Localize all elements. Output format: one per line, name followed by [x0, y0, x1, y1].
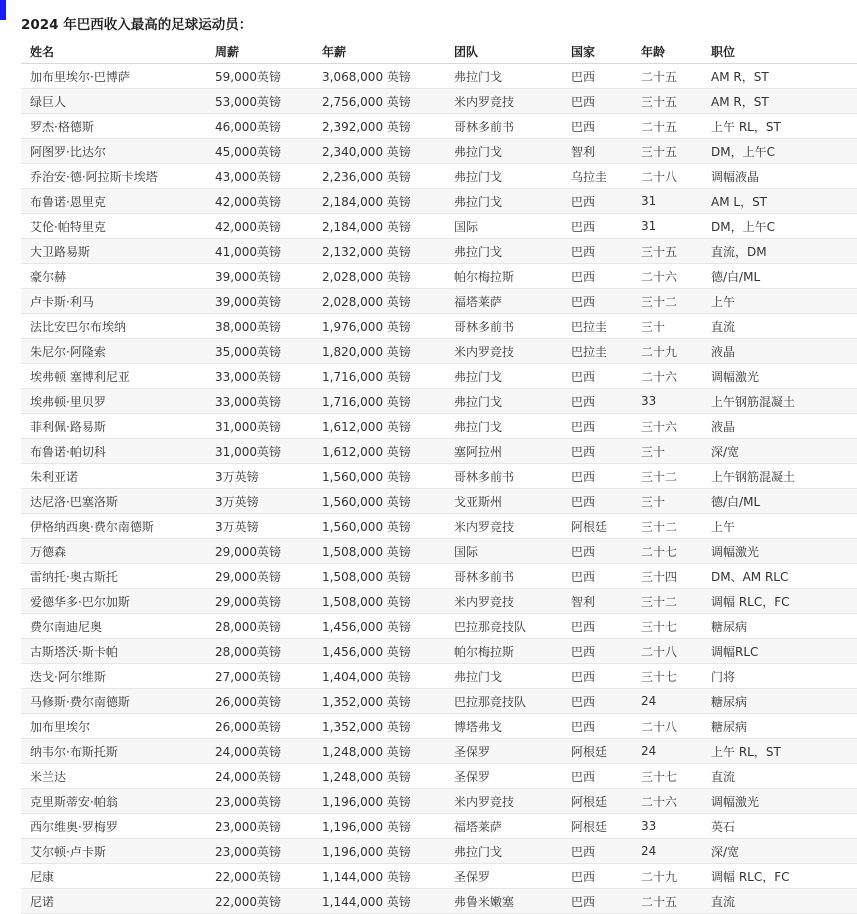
cell-age: 三十二 — [632, 589, 702, 614]
cell-position: 上午 — [702, 514, 857, 539]
cell-weekly-wage: 29,000英镑 — [206, 539, 313, 564]
table-row — [21, 139, 857, 164]
cell-country: 巴西 — [562, 864, 632, 889]
cell-position: 德/白/ML — [702, 489, 857, 514]
table-row — [21, 214, 857, 239]
cell-country: 巴西 — [562, 239, 632, 264]
column-header-team: 团队 — [445, 39, 562, 64]
cell-age: 三十 — [632, 314, 702, 339]
cell-name: 古斯塔沃·斯卡帕 — [21, 639, 206, 664]
cell-name: 法比安巴尔布埃纳 — [21, 314, 206, 339]
cell-team: 戈亚斯州 — [445, 489, 562, 514]
table-row — [21, 664, 857, 689]
cell-name: 米兰达 — [21, 764, 206, 789]
column-header-country: 国家 — [562, 39, 632, 64]
table-row — [21, 839, 857, 864]
cell-annual-salary: 1,508,000 英镑 — [313, 564, 445, 589]
cell-annual-salary: 1,144,000 英镑 — [313, 864, 445, 889]
cell-name: 费尔南迪尼奥 — [21, 614, 206, 639]
cell-team: 弗拉门戈 — [445, 239, 562, 264]
cell-team: 圣保罗 — [445, 764, 562, 789]
cell-annual-salary: 1,352,000 英镑 — [313, 689, 445, 714]
cell-annual-salary: 1,456,000 英镑 — [313, 614, 445, 639]
cell-team: 米内罗竞技 — [445, 514, 562, 539]
table-row — [21, 64, 857, 89]
cell-team: 博塔弗戈 — [445, 714, 562, 739]
cell-name: 乔治安·德·阿拉斯卡埃塔 — [21, 164, 206, 189]
cell-annual-salary: 2,028,000 英镑 — [313, 289, 445, 314]
column-header-annual-salary: 年薪 — [313, 39, 445, 64]
table-row — [21, 89, 857, 114]
cell-weekly-wage: 26,000英镑 — [206, 714, 313, 739]
cell-annual-salary: 2,236,000 英镑 — [313, 164, 445, 189]
cell-country: 巴西 — [562, 414, 632, 439]
cell-weekly-wage: 45,000英镑 — [206, 139, 313, 164]
cell-position: DM、AM RLC — [702, 564, 857, 589]
cell-annual-salary: 1,508,000 英镑 — [313, 539, 445, 564]
table-row — [21, 639, 857, 664]
cell-country: 智利 — [562, 139, 632, 164]
cell-position: 德/白/ML — [702, 264, 857, 289]
cell-position: AM R，ST — [702, 64, 857, 89]
cell-weekly-wage: 24,000英镑 — [206, 739, 313, 764]
cell-name: 达尼洛·巴塞洛斯 — [21, 489, 206, 514]
cell-weekly-wage: 33,000英镑 — [206, 364, 313, 389]
cell-weekly-wage: 41,000英镑 — [206, 239, 313, 264]
cell-weekly-wage: 31,000英镑 — [206, 439, 313, 464]
cell-weekly-wage: 43,000英镑 — [206, 164, 313, 189]
cell-country: 巴西 — [562, 639, 632, 664]
cell-age: 二十六 — [632, 264, 702, 289]
cell-position: 深/宽 — [702, 839, 857, 864]
cell-country: 巴西 — [562, 364, 632, 389]
cell-country: 巴西 — [562, 389, 632, 414]
salary-table — [21, 39, 857, 914]
cell-country: 巴西 — [562, 539, 632, 564]
cell-weekly-wage: 29,000英镑 — [206, 589, 313, 614]
table-row — [21, 314, 857, 339]
column-header-name: 姓名 — [21, 39, 206, 64]
cell-weekly-wage: 29,000英镑 — [206, 564, 313, 589]
cell-age: 33 — [632, 814, 702, 839]
cell-team: 巴拉那竞技队 — [445, 689, 562, 714]
cell-team: 哥林多前书 — [445, 314, 562, 339]
cell-position: 上午 — [702, 289, 857, 314]
cell-position: 直流 — [702, 889, 857, 914]
cell-name: 菲利佩·路易斯 — [21, 414, 206, 439]
cell-team: 国际 — [445, 539, 562, 564]
cell-position: 直流，DM — [702, 239, 857, 264]
cell-position: 上午 RL，ST — [702, 114, 857, 139]
cell-name: 加布里埃尔·巴博萨 — [21, 64, 206, 89]
cell-country: 阿根廷 — [562, 514, 632, 539]
table-row — [21, 589, 857, 614]
cell-position: AM L，ST — [702, 189, 857, 214]
cell-position: 调幅液晶 — [702, 164, 857, 189]
cell-age: 三十七 — [632, 664, 702, 689]
cell-age: 二十五 — [632, 114, 702, 139]
cell-country: 阿根廷 — [562, 814, 632, 839]
table-row — [21, 714, 857, 739]
table-row — [21, 864, 857, 889]
column-header-weekly-wage: 周薪 — [206, 39, 313, 64]
table-row — [21, 489, 857, 514]
cell-position: 调幅RLC — [702, 639, 857, 664]
cell-country: 智利 — [562, 589, 632, 614]
table-header — [21, 39, 857, 64]
cell-position: 调幅 RLC，FC — [702, 864, 857, 889]
cell-country: 乌拉圭 — [562, 164, 632, 189]
cell-annual-salary: 2,132,000 英镑 — [313, 239, 445, 264]
cell-age: 二十七 — [632, 539, 702, 564]
cell-weekly-wage: 3万英镑 — [206, 464, 313, 489]
cell-name: 尼康 — [21, 864, 206, 889]
table-row — [21, 689, 857, 714]
table-row — [21, 814, 857, 839]
cell-position: 调幅激光 — [702, 539, 857, 564]
table-row — [21, 189, 857, 214]
cell-weekly-wage: 26,000英镑 — [206, 689, 313, 714]
cell-country: 巴西 — [562, 614, 632, 639]
cell-team: 哥林多前书 — [445, 114, 562, 139]
cell-country: 巴西 — [562, 564, 632, 589]
cell-annual-salary: 1,456,000 英镑 — [313, 639, 445, 664]
cell-annual-salary: 2,392,000 英镑 — [313, 114, 445, 139]
cell-annual-salary: 1,560,000 英镑 — [313, 464, 445, 489]
cell-team: 弗拉门戈 — [445, 189, 562, 214]
cell-team: 弗鲁米嫩塞 — [445, 889, 562, 914]
cell-age: 二十六 — [632, 364, 702, 389]
cell-position: 糖尿病 — [702, 714, 857, 739]
cell-annual-salary: 1,352,000 英镑 — [313, 714, 445, 739]
cell-age: 三十 — [632, 489, 702, 514]
table-row — [21, 114, 857, 139]
cell-weekly-wage: 24,000英镑 — [206, 764, 313, 789]
cell-weekly-wage: 38,000英镑 — [206, 314, 313, 339]
cell-team: 巴拉那竞技队 — [445, 614, 562, 639]
cell-team: 弗拉门戈 — [445, 364, 562, 389]
table-row — [21, 364, 857, 389]
cell-annual-salary: 2,756,000 英镑 — [313, 89, 445, 114]
cell-weekly-wage: 27,000英镑 — [206, 664, 313, 689]
cell-team: 圣保罗 — [445, 739, 562, 764]
cell-annual-salary: 1,248,000 英镑 — [313, 739, 445, 764]
cell-annual-salary: 2,340,000 英镑 — [313, 139, 445, 164]
cell-age: 二十六 — [632, 789, 702, 814]
cell-name: 卢卡斯·利马 — [21, 289, 206, 314]
cell-team: 哥林多前书 — [445, 464, 562, 489]
cell-weekly-wage: 3万英镑 — [206, 489, 313, 514]
cell-country: 巴拉圭 — [562, 314, 632, 339]
cell-name: 克里斯蒂安·帕翁 — [21, 789, 206, 814]
cell-annual-salary: 1,976,000 英镑 — [313, 314, 445, 339]
cell-annual-salary: 1,560,000 英镑 — [313, 514, 445, 539]
table-row — [21, 339, 857, 364]
cell-annual-salary: 1,196,000 英镑 — [313, 789, 445, 814]
table-row — [21, 739, 857, 764]
table-row — [21, 239, 857, 264]
cell-annual-salary: 1,196,000 英镑 — [313, 814, 445, 839]
table-row — [21, 264, 857, 289]
cell-position: AM R，ST — [702, 89, 857, 114]
cell-position: DM，上午C — [702, 139, 857, 164]
cell-team: 弗拉门戈 — [445, 389, 562, 414]
table-row — [21, 764, 857, 789]
cell-name: 朱尼尔·阿隆索 — [21, 339, 206, 364]
cell-country: 巴西 — [562, 839, 632, 864]
cell-weekly-wage: 23,000英镑 — [206, 839, 313, 864]
cell-age: 31 — [632, 189, 702, 214]
cell-annual-salary: 2,184,000 英镑 — [313, 189, 445, 214]
cell-position: 液晶 — [702, 414, 857, 439]
cell-age: 二十八 — [632, 164, 702, 189]
cell-name: 阿图罗·比达尔 — [21, 139, 206, 164]
cell-team: 福塔莱萨 — [445, 289, 562, 314]
cell-country: 巴西 — [562, 464, 632, 489]
cell-name: 朱利亚诺 — [21, 464, 206, 489]
cell-weekly-wage: 23,000英镑 — [206, 789, 313, 814]
cell-age: 24 — [632, 739, 702, 764]
cell-weekly-wage: 59,000英镑 — [206, 64, 313, 89]
cell-age: 三十六 — [632, 414, 702, 439]
cell-age: 三十七 — [632, 614, 702, 639]
cell-age: 三十五 — [632, 139, 702, 164]
cell-annual-salary: 1,196,000 英镑 — [313, 839, 445, 864]
cell-country: 巴西 — [562, 289, 632, 314]
cell-name: 艾尔顿·卢卡斯 — [21, 839, 206, 864]
cell-team: 米内罗竞技 — [445, 339, 562, 364]
cell-annual-salary: 1,820,000 英镑 — [313, 339, 445, 364]
cell-country: 巴西 — [562, 664, 632, 689]
cell-position: 调幅 RLC，FC — [702, 589, 857, 614]
cell-position: 深/宽 — [702, 439, 857, 464]
cell-name: 埃弗顿 塞博利尼亚 — [21, 364, 206, 389]
cell-country: 巴西 — [562, 889, 632, 914]
cell-age: 二十八 — [632, 714, 702, 739]
cell-country: 巴西 — [562, 439, 632, 464]
table-row — [21, 289, 857, 314]
cell-team: 弗拉门戈 — [445, 664, 562, 689]
cell-position: 直流 — [702, 764, 857, 789]
cell-name: 西尔维奥·罗梅罗 — [21, 814, 206, 839]
table-row — [21, 439, 857, 464]
cell-country: 阿根廷 — [562, 789, 632, 814]
column-header-age: 年龄 — [632, 39, 702, 64]
cell-weekly-wage: 39,000英镑 — [206, 289, 313, 314]
cell-age: 三十七 — [632, 764, 702, 789]
cell-annual-salary: 1,404,000 英镑 — [313, 664, 445, 689]
cell-age: 二十九 — [632, 339, 702, 364]
cell-weekly-wage: 22,000英镑 — [206, 889, 313, 914]
table-row — [21, 464, 857, 489]
cell-team: 弗拉门戈 — [445, 164, 562, 189]
cell-annual-salary: 1,144,000 英镑 — [313, 889, 445, 914]
table-row — [21, 514, 857, 539]
table-row — [21, 164, 857, 189]
cell-annual-salary: 1,560,000 英镑 — [313, 489, 445, 514]
cell-age: 24 — [632, 689, 702, 714]
cell-name: 尼诺 — [21, 889, 206, 914]
cell-position: 上午钢筋混凝土 — [702, 464, 857, 489]
cell-team: 帕尔梅拉斯 — [445, 639, 562, 664]
cell-name: 豪尔赫 — [21, 264, 206, 289]
cell-weekly-wage: 28,000英镑 — [206, 639, 313, 664]
cell-position: DM，上午C — [702, 214, 857, 239]
cell-country: 巴西 — [562, 264, 632, 289]
cell-country: 巴西 — [562, 189, 632, 214]
cell-name: 布鲁诺·帕切科 — [21, 439, 206, 464]
cell-team: 弗拉门戈 — [445, 139, 562, 164]
cell-name: 艾伦·帕特里克 — [21, 214, 206, 239]
cell-country: 巴西 — [562, 689, 632, 714]
cell-annual-salary: 1,612,000 英镑 — [313, 414, 445, 439]
cell-annual-salary: 1,508,000 英镑 — [313, 589, 445, 614]
cell-team: 圣保罗 — [445, 864, 562, 889]
cell-country: 巴西 — [562, 214, 632, 239]
cell-team: 米内罗竞技 — [445, 589, 562, 614]
cell-age: 三十 — [632, 439, 702, 464]
cell-team: 米内罗竞技 — [445, 789, 562, 814]
cell-position: 糖尿病 — [702, 689, 857, 714]
cell-age: 二十八 — [632, 639, 702, 664]
cell-team: 国际 — [445, 214, 562, 239]
cell-name: 埃弗顿·里贝罗 — [21, 389, 206, 414]
cell-team: 帕尔梅拉斯 — [445, 264, 562, 289]
cell-country: 巴西 — [562, 64, 632, 89]
cell-weekly-wage: 42,000英镑 — [206, 189, 313, 214]
cell-position: 调幅激光 — [702, 789, 857, 814]
cell-annual-salary: 3,068,000 英镑 — [313, 64, 445, 89]
cell-annual-salary: 1,716,000 英镑 — [313, 364, 445, 389]
accent-bar — [0, 0, 6, 20]
cell-age: 三十四 — [632, 564, 702, 589]
cell-team: 哥林多前书 — [445, 564, 562, 589]
cell-country: 巴西 — [562, 764, 632, 789]
cell-age: 31 — [632, 214, 702, 239]
table-row — [21, 614, 857, 639]
cell-age: 二十五 — [632, 64, 702, 89]
cell-name: 万德森 — [21, 539, 206, 564]
cell-age: 三十二 — [632, 464, 702, 489]
cell-annual-salary: 1,716,000 英镑 — [313, 389, 445, 414]
cell-name: 雷纳托·奥古斯托 — [21, 564, 206, 589]
cell-team: 福塔莱萨 — [445, 814, 562, 839]
table-row — [21, 539, 857, 564]
cell-age: 二十五 — [632, 889, 702, 914]
cell-position: 英石 — [702, 814, 857, 839]
table-row — [21, 389, 857, 414]
cell-country: 巴拉圭 — [562, 339, 632, 364]
table-row — [21, 414, 857, 439]
cell-name: 迭戈·阿尔维斯 — [21, 664, 206, 689]
cell-annual-salary: 1,248,000 英镑 — [313, 764, 445, 789]
cell-weekly-wage: 22,000英镑 — [206, 864, 313, 889]
cell-name: 纳韦尔·布斯托斯 — [21, 739, 206, 764]
cell-position: 门将 — [702, 664, 857, 689]
header-row — [21, 39, 857, 64]
cell-weekly-wage: 31,000英镑 — [206, 414, 313, 439]
cell-annual-salary: 2,028,000 英镑 — [313, 264, 445, 289]
column-header-position: 职位 — [702, 39, 857, 64]
cell-weekly-wage: 39,000英镑 — [206, 264, 313, 289]
cell-name: 大卫路易斯 — [21, 239, 206, 264]
cell-position: 上午钢筋混凝土 — [702, 389, 857, 414]
cell-team: 弗拉门戈 — [445, 839, 562, 864]
cell-weekly-wage: 3万英镑 — [206, 514, 313, 539]
cell-age: 二十九 — [632, 864, 702, 889]
cell-weekly-wage: 53,000英镑 — [206, 89, 313, 114]
cell-country: 巴西 — [562, 114, 632, 139]
page-heading: 2024 年巴西收入最高的足球运动员： — [21, 17, 253, 33]
cell-name: 罗杰·格德斯 — [21, 114, 206, 139]
table-row — [21, 789, 857, 814]
cell-weekly-wage: 33,000英镑 — [206, 389, 313, 414]
cell-position: 糖尿病 — [702, 614, 857, 639]
cell-age: 三十二 — [632, 514, 702, 539]
cell-weekly-wage: 42,000英镑 — [206, 214, 313, 239]
cell-weekly-wage: 46,000英镑 — [206, 114, 313, 139]
cell-team: 弗拉门戈 — [445, 414, 562, 439]
cell-country: 巴西 — [562, 89, 632, 114]
cell-age: 三十五 — [632, 89, 702, 114]
cell-position: 液晶 — [702, 339, 857, 364]
cell-annual-salary: 2,184,000 英镑 — [313, 214, 445, 239]
cell-weekly-wage: 28,000英镑 — [206, 614, 313, 639]
cell-team: 米内罗竞技 — [445, 89, 562, 114]
cell-age: 24 — [632, 839, 702, 864]
table-body — [21, 64, 857, 914]
cell-name: 爱德华多·巴尔加斯 — [21, 589, 206, 614]
cell-team: 弗拉门戈 — [445, 64, 562, 89]
cell-name: 布鲁诺·恩里克 — [21, 189, 206, 214]
cell-position: 直流 — [702, 314, 857, 339]
cell-name: 加布里埃尔 — [21, 714, 206, 739]
cell-name: 绿巨人 — [21, 89, 206, 114]
cell-age: 三十二 — [632, 289, 702, 314]
cell-name: 伊格纳西奥·费尔南德斯 — [21, 514, 206, 539]
cell-position: 上午 RL，ST — [702, 739, 857, 764]
cell-country: 阿根廷 — [562, 739, 632, 764]
table-row — [21, 564, 857, 589]
cell-annual-salary: 1,612,000 英镑 — [313, 439, 445, 464]
cell-position: 调幅激光 — [702, 364, 857, 389]
cell-country: 巴西 — [562, 489, 632, 514]
cell-name: 马修斯·费尔南德斯 — [21, 689, 206, 714]
cell-weekly-wage: 23,000英镑 — [206, 814, 313, 839]
cell-team: 塞阿拉州 — [445, 439, 562, 464]
cell-country: 巴西 — [562, 714, 632, 739]
cell-age: 三十五 — [632, 239, 702, 264]
cell-weekly-wage: 35,000英镑 — [206, 339, 313, 364]
table-row — [21, 889, 857, 914]
cell-age: 33 — [632, 389, 702, 414]
